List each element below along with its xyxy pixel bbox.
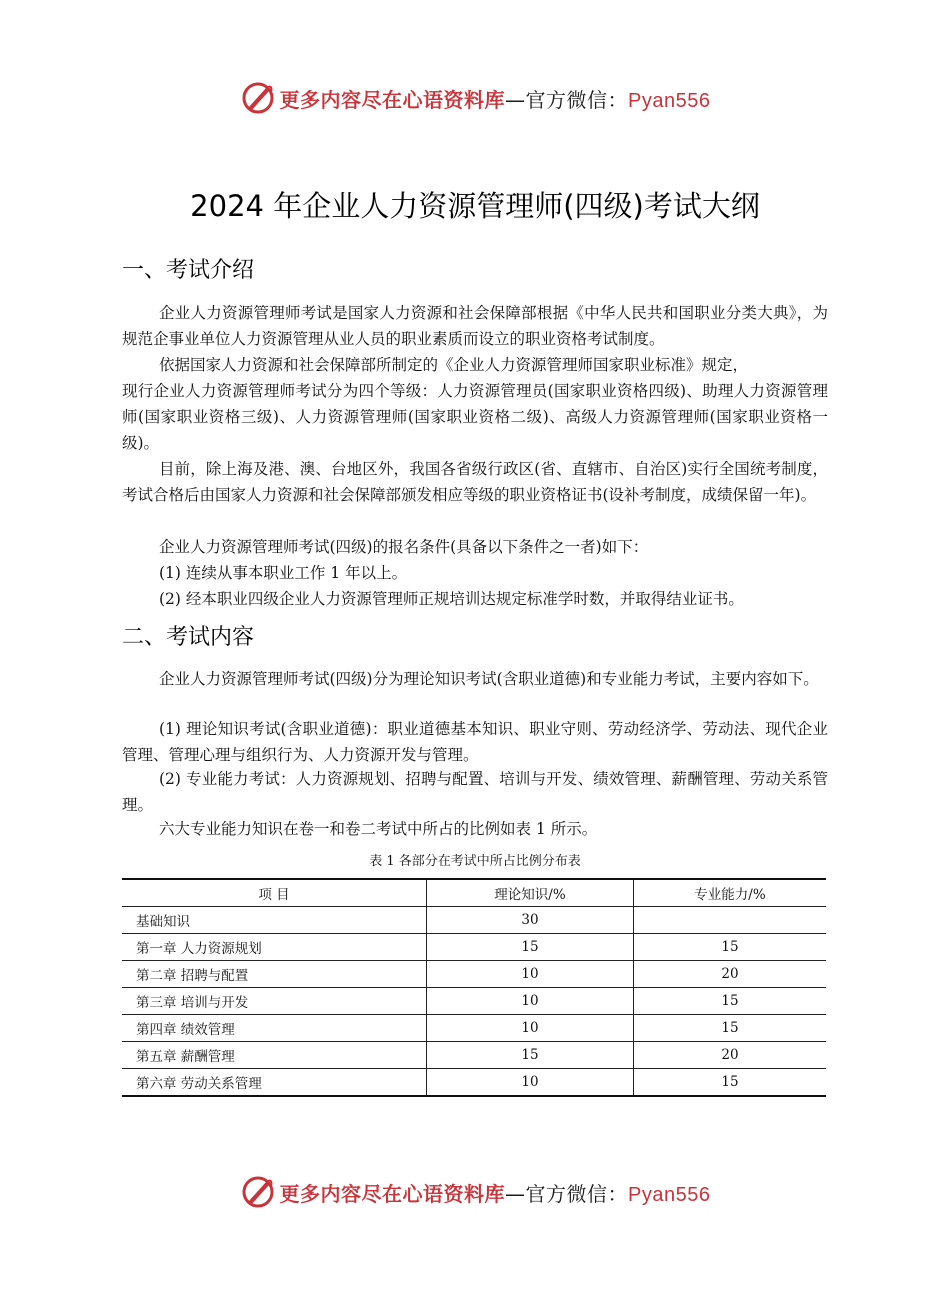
paragraph: (2) 专业能力考试：人力资源规划、招聘与配置、培训与开发、绩效管理、薪酬管理、劳动关系管理。 bbox=[122, 770, 828, 814]
table-cell: 第二章 招聘与配置 bbox=[122, 961, 427, 988]
table-cell: 第三章 培训与开发 bbox=[122, 988, 427, 1015]
table-cell: 第五章 薪酬管理 bbox=[122, 1042, 427, 1069]
table-row bbox=[122, 1069, 826, 1097]
table-cell: 30 bbox=[427, 907, 634, 934]
table-cell: 10 bbox=[427, 961, 634, 988]
table-header-row bbox=[122, 879, 826, 907]
table-cell: 10 bbox=[427, 1015, 634, 1042]
table-cell: 10 bbox=[427, 1069, 634, 1097]
ratio-table bbox=[122, 878, 826, 1097]
table-row bbox=[122, 907, 826, 934]
paragraph: 企业人力资源管理师考试是国家人力资源和社会保障部根据《中华人民共和国职业分类大典》，为规范企事业单位人力资源管理从业人员的职业素质而设立的职业资格考试制度。 bbox=[122, 304, 828, 348]
banner-sub-text: —官方微信： bbox=[505, 87, 629, 112]
paragraph: 目前，除上海及港、澳、台地区外，我国各省级行政区(省、直辖市、自治区)实行全国统考制度，考试合格后由国家人力资源和社会保障部颁发相应等级的职业资格证书(设补考制度，成绩保留一年)。 bbox=[122, 460, 828, 504]
table-cell: 基础知识 bbox=[122, 907, 427, 934]
table-cell: 15 bbox=[634, 988, 827, 1015]
section-heading-intro: 一、考试介绍 bbox=[122, 258, 255, 283]
table-row bbox=[122, 988, 826, 1015]
list-item: (1) 连续从事本职业工作 1 年以上。 bbox=[159, 564, 408, 582]
banner-wechat-id: Pyan556 bbox=[628, 1183, 711, 1206]
table-cell: 20 bbox=[634, 1042, 827, 1069]
paragraph: 企业人力资源管理师考试(四级)的报名条件(具备以下条件之一者)如下： bbox=[159, 538, 649, 556]
table-row bbox=[122, 1015, 826, 1042]
paragraph: 依据国家人力资源和社会保障部所制定的《企业人力资源管理师国家职业标准》规定， bbox=[159, 356, 749, 374]
table-cell: 第四章 绩效管理 bbox=[122, 1015, 427, 1042]
table-header-theory: 理论知识/% bbox=[427, 879, 634, 907]
table-cell: 15 bbox=[427, 934, 634, 961]
table-cell: 第一章 人力资源规划 bbox=[122, 934, 427, 961]
table-cell: 15 bbox=[634, 934, 827, 961]
footer-banner bbox=[0, 1172, 950, 1212]
banner-main-text: 更多内容尽在心语资料库 bbox=[279, 1181, 506, 1206]
table-cell: 15 bbox=[634, 1069, 827, 1097]
section-heading-content: 二、考试内容 bbox=[122, 625, 255, 650]
table-cell: 15 bbox=[634, 1015, 827, 1042]
banner-wechat-id: Pyan556 bbox=[628, 89, 711, 112]
paragraph: (1) 理论知识考试(含职业道德)：职业道德基本知识、职业守则、劳动经济学、劳动法、现代企业管理、管理心理与组织行为、人力资源开发与管理。 bbox=[122, 720, 828, 764]
header-banner bbox=[0, 78, 950, 118]
table-caption: 表 1 各部分在考试中所占比例分布表 bbox=[369, 854, 581, 869]
table-row bbox=[122, 961, 826, 988]
paragraph: 企业人力资源管理师考试(四级)分为理论知识考试(含职业道德)和专业能力考试，主要内容如下。 bbox=[159, 670, 819, 688]
banner-main-text: 更多内容尽在心语资料库 bbox=[279, 87, 506, 112]
table-header-item: 项 目 bbox=[122, 879, 427, 907]
quill-logo-icon bbox=[240, 1174, 276, 1210]
paragraph: 现行企业人力资源管理师考试分为四个等级：人力资源管理员(国家职业资格四级)、助理人力资源管理师(国家职业资格三级)、人力资源管理师(国家职业资格二级)、高级人力资源管理师(国家职业资格一级)。 bbox=[122, 382, 828, 452]
banner-sub-text: —官方微信： bbox=[505, 1181, 629, 1206]
table-cell: 第六章 劳动关系管理 bbox=[122, 1069, 427, 1097]
table-cell: 20 bbox=[634, 961, 827, 988]
table-row bbox=[122, 1042, 826, 1069]
quill-logo-icon bbox=[240, 80, 276, 116]
paragraph: 六大专业能力知识在卷一和卷二考试中所占的比例如表 1 所示。 bbox=[159, 820, 598, 838]
table-cell: 15 bbox=[427, 1042, 634, 1069]
table-row bbox=[122, 934, 826, 961]
table-cell bbox=[634, 907, 827, 934]
table-cell: 10 bbox=[427, 988, 634, 1015]
document-title: 2024 年企业人力资源管理师(四级)考试大纲 bbox=[190, 189, 760, 223]
table-header-skill: 专业能力/% bbox=[634, 879, 827, 907]
list-item: (2) 经本职业四级企业人力资源管理师正规培训达规定标准学时数，并取得结业证书。 bbox=[159, 590, 744, 608]
